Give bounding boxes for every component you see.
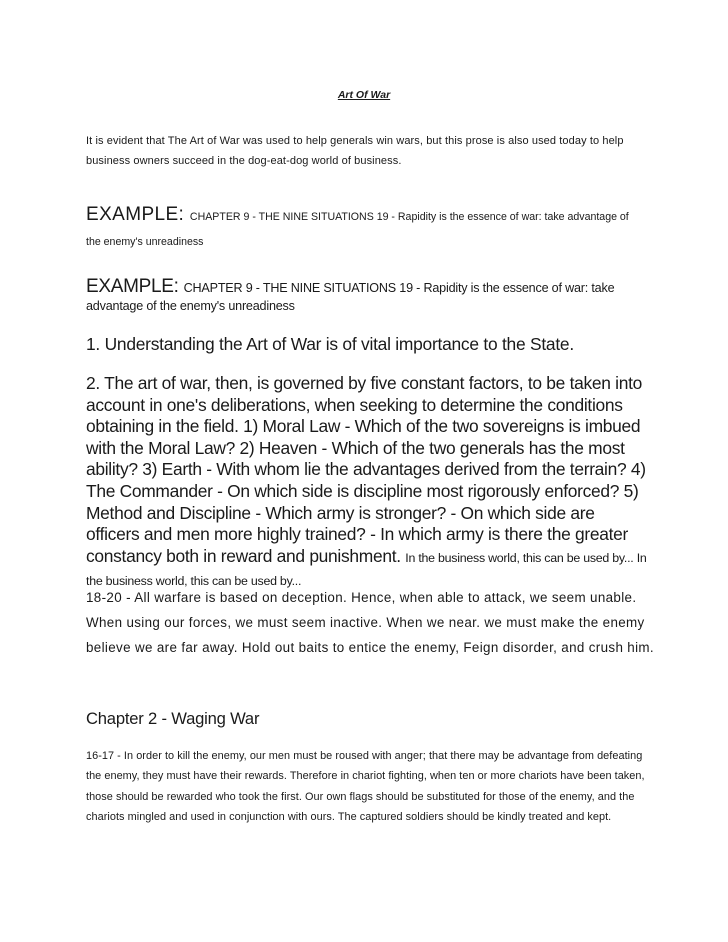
point-4-paragraph: 16-17 - In order to kill the enemy, our men must be roused with anger; that there may be advantage from defeating the enemy, they must have their rewards. Therefore in chariot fighting, when ten or more chariots have been taken, those should be rewarded who took the first. Our own flags should be substituted for those of the enemy, and the chariots mingled and used in conjunction with ours. The captured soldiers should be kindly treated and kept.	[86, 750, 645, 823]
point-2-business-note: In the business world, this can be used by... In the business world, this can be used by...	[86, 550, 647, 589]
example-paragraph-1	[86, 202, 646, 255]
point-2-paragraph	[86, 373, 651, 593]
point-2-main-text: 2. The art of war, then, is governed by five constant factors, to be taken into account in one's deliberations, when seeking to determine the conditions obtaining in the field. 1) Moral Law - Which of the two sovereigns is imbued with the Moral Law? 2) Heaven - Which of the two generals has the most ability? 3) Earth - With whom lie the advantages derived from the terrain? 4) The Commander - On which side is discipline most rigorously enforced? 5) Method and Discipline - Which army is stronger? - On which side are officers and men more highly trained? - In which army is there the greater constancy both in reward and punishment.	[86, 373, 646, 566]
document-title: Art Of War	[337, 89, 391, 101]
intro-paragraph: It is evident that The Art of War was used to help generals win wars, but this prose is also used today to help business owners succeed in the dog-eat-dog world of business.	[86, 135, 624, 167]
example-label: EXAMPLE:	[86, 276, 184, 297]
example-label: EXAMPLE:	[86, 204, 190, 225]
point-3-paragraph: 18-20 - All warfare is based on deception. Hence, when able to attack, we seem unable. When using our forces, we must seem inactive. When we near. we must make the enemy believe we are far away. Hold out baits to entice the enemy, Feign disorder, and crush him.	[86, 590, 655, 656]
example-paragraph-2	[86, 278, 646, 315]
example-text: CHAPTER 9 - THE NINE SITUATIONS 19 - Rapidity is the essence of war: take advantage of the enemy's unreadiness	[86, 211, 629, 248]
chapter-2-heading: Chapter 2 - Waging War	[86, 709, 260, 728]
point-1-paragraph: 1. Understanding the Art of War is of vital importance to the State.	[86, 334, 574, 354]
example-text: CHAPTER 9 - THE NINE SITUATIONS 19 - Rapidity is the essence of war: take advantage of the enemy's unreadiness	[86, 281, 615, 313]
